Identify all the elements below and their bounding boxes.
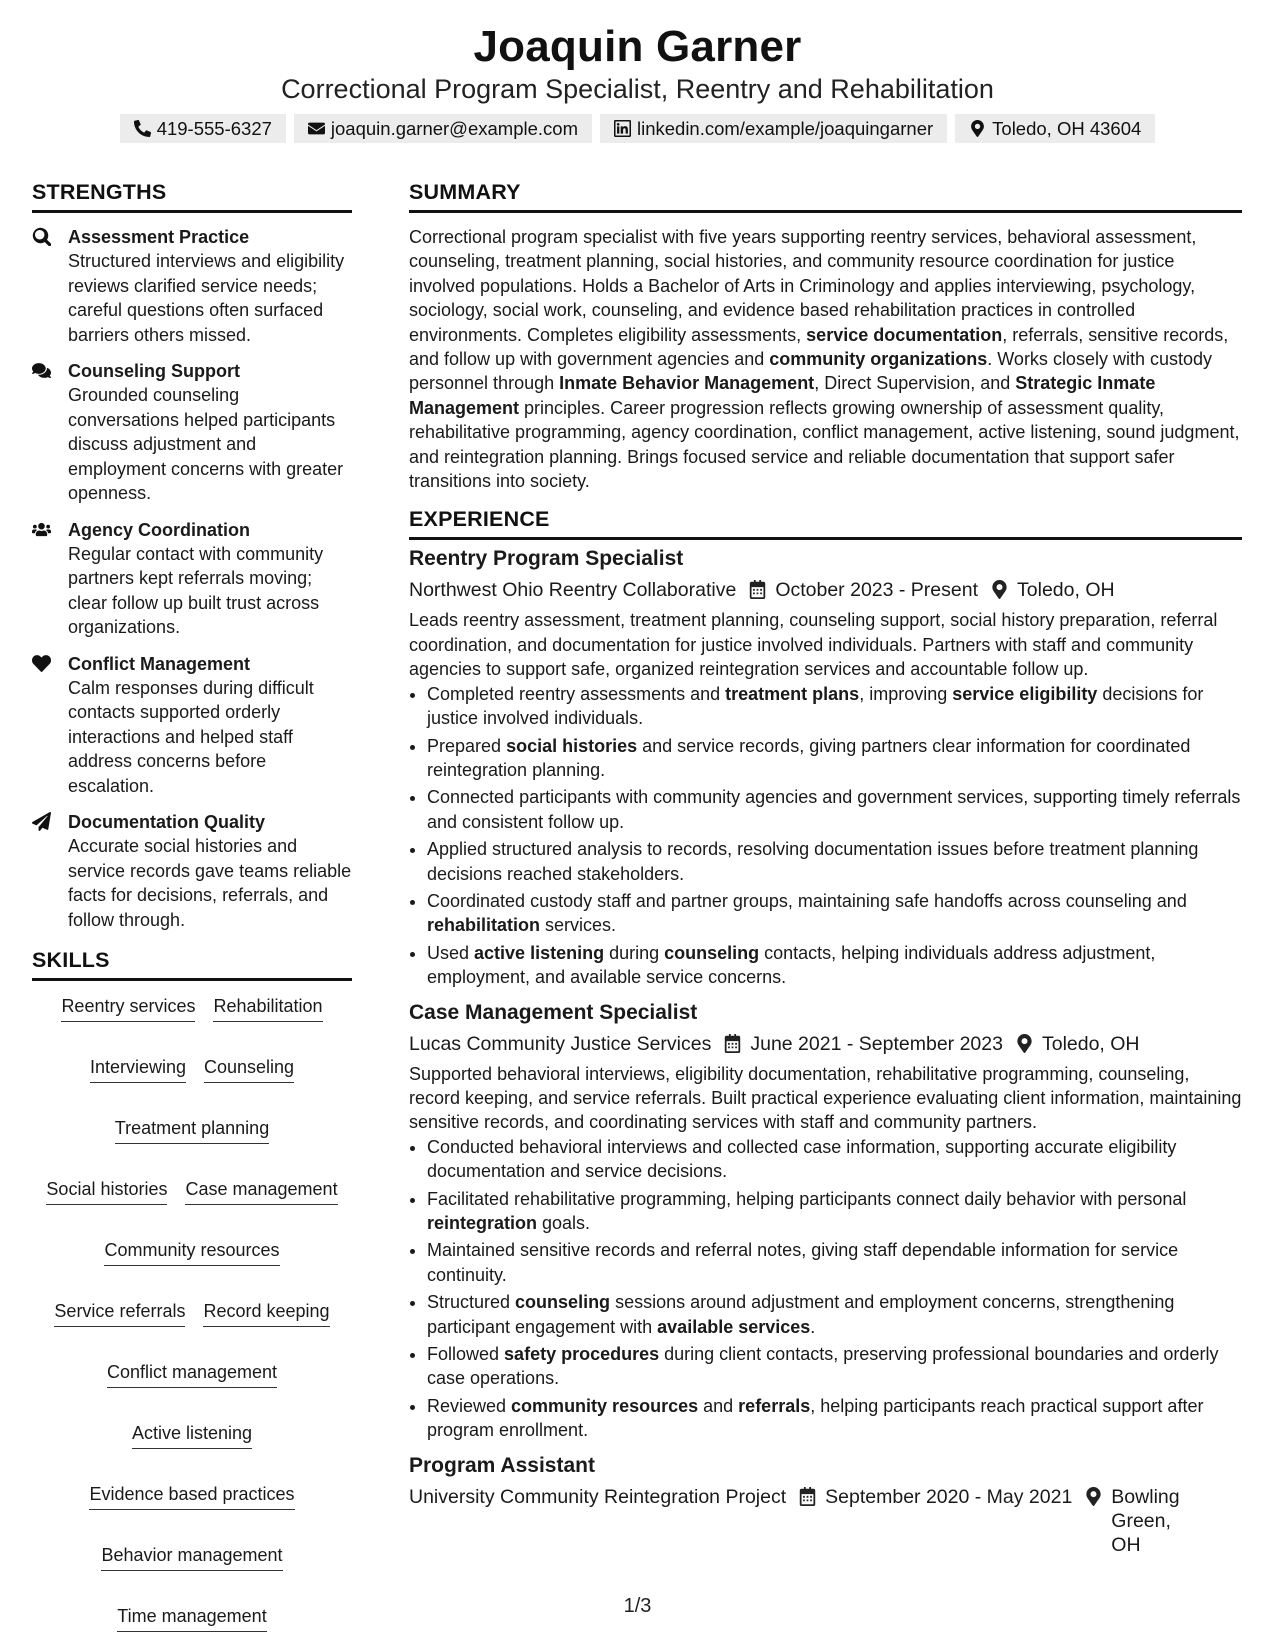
job-bullet: • Connected participants with community agencies and government services, supporting timely referrals and consistent follow up.: [427, 785, 1242, 834]
envelope-icon: [308, 120, 325, 137]
skill-tag: Record keeping: [203, 1300, 329, 1327]
skill-tag: Social histories: [46, 1178, 167, 1205]
strength-title: Agency Coordination: [68, 519, 251, 540]
skill-tag: Behavior management: [101, 1544, 282, 1571]
calendar-icon: [748, 580, 767, 599]
summary-heading: SUMMARY: [409, 180, 1242, 213]
strengths-heading: STRENGTHS: [32, 180, 352, 213]
calendar-icon: [798, 1487, 817, 1506]
strength-item: [32, 359, 352, 506]
strength-title: Documentation Quality: [68, 812, 266, 832]
contact-email[interactable]: [294, 114, 592, 143]
job-bullet: • Reviewed community resources and referrals, helping participants reach practical support after program enrollment.: [427, 1394, 1242, 1443]
job-company: Lucas Community Justice Services: [409, 1032, 712, 1055]
map-pin-icon: [969, 120, 986, 137]
job-location: Toledo, OH: [1041, 1032, 1140, 1055]
left-column: [32, 180, 352, 1632]
strength-item: [32, 225, 352, 347]
job-dates: September 2020 - May 2021: [825, 1485, 1073, 1508]
job-bullet: • Structured counseling sessions around adjustment and employment concerns, strengthening participant engagement with available services.: [427, 1290, 1242, 1339]
strength-title: Conflict Management: [68, 653, 251, 674]
comments-icon: [32, 361, 51, 380]
contact-phone-text: 419-555-6327: [156, 117, 272, 139]
job-description: Supported behavioral interviews, eligibility documentation, rehabilitative programming, counseling, record keeping, and service referrals. Built practical experience evaluating client information, maintaining sensitive records, and coordinating services with staff and community partners.: [409, 1063, 1242, 1133]
job-bullet: • Facilitated rehabilitative programming, helping participants connect daily behavior with personal reintegration goals.: [427, 1187, 1242, 1236]
skill-tag: Conflict management: [107, 1361, 277, 1388]
users-icon: [32, 520, 51, 539]
job-meta: [409, 1485, 1242, 1557]
contact-location: [955, 114, 1155, 143]
strength-title: Assessment Practice: [68, 227, 250, 247]
contact-linkedin[interactable]: [600, 114, 947, 143]
experience-heading: EXPERIENCE: [409, 507, 1242, 540]
skill-tag: Time management: [117, 1605, 266, 1632]
job-bullet: • Coordinated custody staff and partner groups, maintaining safe handoffs across counseling and rehabilitation services.: [427, 889, 1242, 938]
strength-item: [32, 652, 352, 799]
job-entry: [409, 1000, 1242, 1443]
candidate-headline: Correctional Program Specialist, Reentry and Rehabilitation: [281, 74, 994, 104]
job-location: Bowling Green, OH: [1111, 1485, 1180, 1556]
job-meta: [409, 1032, 1242, 1056]
heart-icon: [32, 654, 51, 673]
strength-description: Accurate social histories and service records gave teams reliable facts for decisions, referrals, and follow through.: [68, 836, 352, 930]
calendar-icon: [723, 1034, 742, 1053]
job-company: Northwest Ohio Reentry Collaborative: [409, 579, 737, 602]
job-bullet: • Applied structured analysis to records, resolving documentation issues before treatment planning decisions reached stakeholders.: [427, 837, 1242, 886]
skill-tag: Case management: [185, 1178, 337, 1205]
map-pin-icon: [1015, 1034, 1034, 1053]
right-column: [409, 180, 1242, 1563]
job-bullet: • Followed safety procedures during client contacts, preserving professional boundaries and orderly case operations.: [427, 1342, 1242, 1391]
job-bullet: • Used active listening during counseling contacts, helping individuals address adjustment, employment, and available service concerns.: [427, 941, 1242, 990]
summary-text: Correctional program specialist with five years supporting reentry services, behavioral assessment, counseling, treatment planning, social histories, and community resource coordination for justice involved populations. Holds a Bachelor of Arts in Criminology and applies interviewing, psychology, sociology, social work, counseling, and evidence based rehabilitation practices in controlled environments. Completes eligibility assessments, service documentation, referrals, sensitive records, and follow up with government agencies and community organizations. Works closely with custody personnel through Inmate Behavior Management, Direct Supervision, and Strategic Inmate Management principles. Career progression reflects growing ownership of assessment quality, rehabilitative programming, agency coordination, conflict management, active listening, sound judgment, and reintegration planning. Brings focused service and reliable documentation that support safer transitions into society.: [409, 227, 1240, 492]
job-bullet: • Completed reentry assessments and treatment plans, improving service eligibility decisions for justice involved individuals.: [427, 682, 1242, 731]
strength-description: Calm responses during difficult contacts supported orderly interactions and helped staff address concerns before escalation.: [68, 677, 314, 796]
search-icon: [32, 227, 51, 246]
strength-item: [32, 518, 352, 640]
job-bullet: • Prepared social histories and service records, giving partners clear information for coordinated reintegration planning.: [427, 734, 1242, 783]
strength-description: Grounded counseling conversations helped participants discuss adjustment and employment concerns with greater openness.: [68, 385, 344, 503]
contact-bar: [0, 114, 1275, 143]
page-number: 1/3: [623, 1595, 652, 1617]
contact-email-text: joaquin.garner@example.com: [330, 117, 578, 139]
job-bullet: • Maintained sensitive records and referral notes, giving staff dependable information for service continuity.: [427, 1238, 1242, 1287]
job-company: University Community Reintegration Project: [409, 1485, 787, 1508]
skill-tag: Evidence based practices: [89, 1483, 294, 1510]
skills-list: [32, 995, 352, 1632]
strength-item: [32, 810, 352, 932]
contact-phone[interactable]: [120, 114, 286, 143]
skill-tag: Active listening: [132, 1422, 252, 1449]
job-dates: October 2023 - Present: [775, 579, 979, 602]
strength-description: Structured interviews and eligibility reviews clarified service needs; careful questions often surfaced barriers others missed.: [68, 251, 345, 345]
contact-location-text: Toledo, OH 43604: [992, 117, 1142, 139]
skill-tag: Rehabilitation: [213, 995, 322, 1022]
job-dates: June 2021 - September 2023: [750, 1032, 1003, 1055]
skill-tag: Service referrals: [54, 1300, 185, 1327]
strength-title: Counseling Support: [68, 361, 240, 381]
map-pin-icon: [1084, 1487, 1103, 1506]
job-meta: [409, 578, 1242, 602]
job-location: Toledo, OH: [1017, 579, 1115, 602]
paper-plane-icon: [32, 812, 51, 831]
skill-tag: Counseling: [204, 1056, 294, 1083]
job-bullet: • Conducted behavioral interviews and collected case information, supporting accurate eligibility documentation and service decisions.: [427, 1135, 1242, 1184]
job-bullets: [409, 1135, 1242, 1443]
job-entry: [409, 1453, 1242, 1557]
candidate-name: Joaquin Garner: [473, 22, 802, 71]
skills-heading: SKILLS: [32, 948, 352, 981]
job-description: Leads reentry assessment, treatment planning, counseling support, social history preparation, referral coordination, and documentation for justice involved individuals. Partners with staff and community agencies to support safe, organized reintegration services and accountable follow up.: [409, 610, 1218, 680]
strength-description: Regular contact with community partners kept referrals moving; clear follow up built trust across organizations.: [68, 543, 324, 637]
job-bullets: [409, 682, 1242, 990]
map-pin-icon: [990, 580, 1009, 599]
skill-tag: Reentry services: [61, 995, 195, 1022]
skill-tag: Community resources: [104, 1239, 279, 1266]
skill-tag: Interviewing: [90, 1056, 186, 1083]
contact-linkedin-text: linkedin.com/example/joaquingarner: [636, 117, 934, 139]
job-entry: [409, 546, 1242, 989]
skill-tag: Treatment planning: [115, 1117, 269, 1144]
job-title: Case Management Specialist: [409, 1000, 698, 1024]
job-title: Program Assistant: [409, 1453, 595, 1477]
job-title: Reentry Program Specialist: [409, 547, 684, 571]
linkedin-icon: [614, 120, 631, 137]
phone-icon: [134, 120, 151, 137]
